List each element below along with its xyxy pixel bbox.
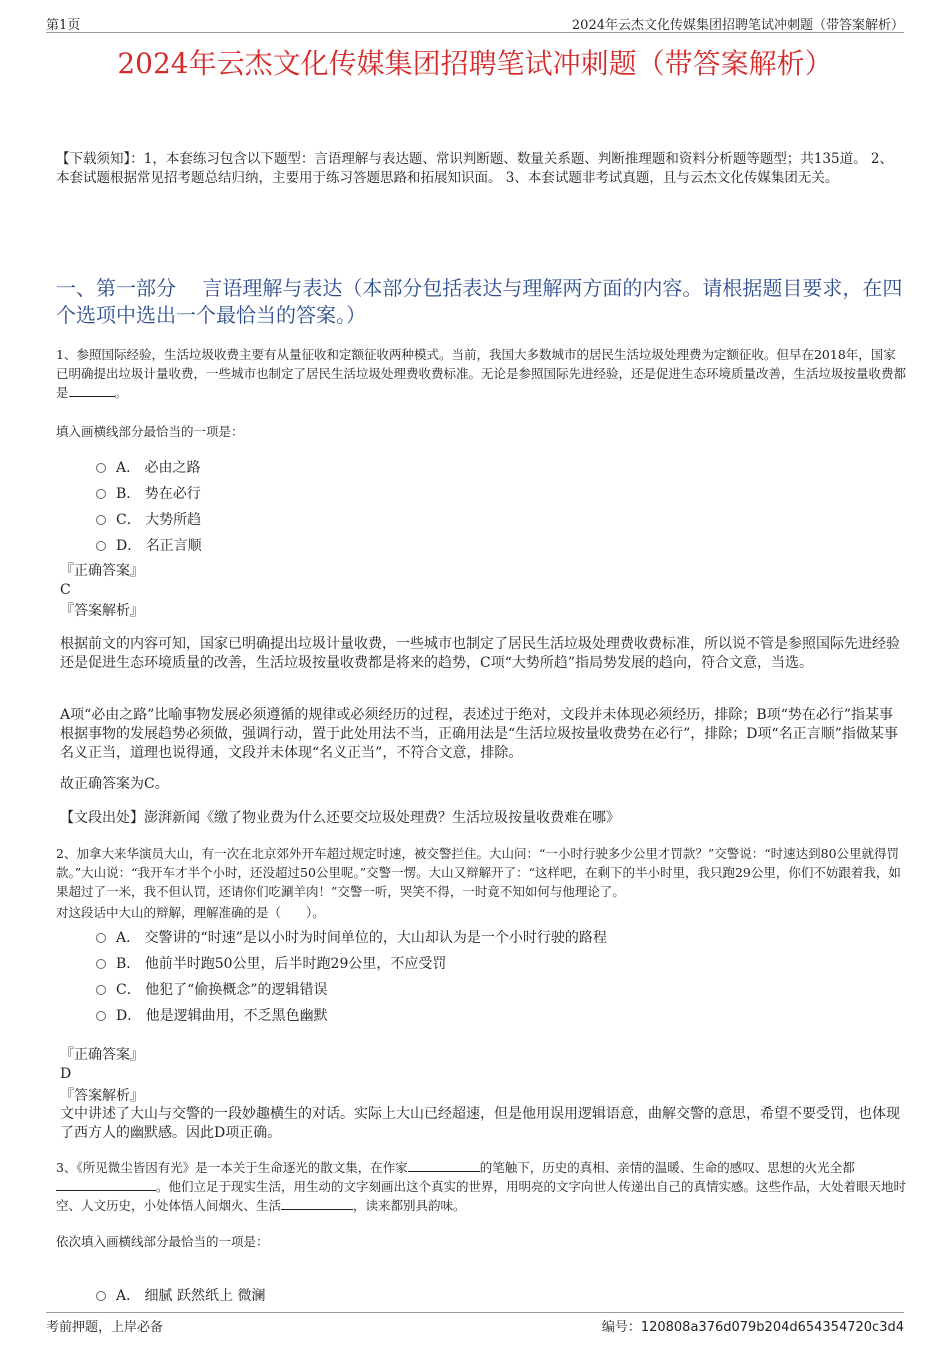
q1-analysis-2: A项“必由之路”比喻事物发展必须遵循的规律或必须经历的过程，表述过于绝对，文段并未体现必须经历，排除；B项“势在必行”指某事根据事物的发展趋势必须做，强调行动，置于此处用法不当，正确用法是“生活垃圾按量收费势在必行”，排除；D项“名正言顺”指做某事名义正当，道理也说得通，文段并未体现“名义正当”，不符合文意，排除。 [60,707,898,761]
q2-option-c[interactable]: C． 他犯了“偷换概念”的逻辑错误 [96,979,327,999]
q3-blank-2 [56,1178,156,1191]
radio-icon[interactable] [96,985,106,995]
q1-analysis-3: 故正确答案为C。 [60,776,169,792]
page-footer [46,1312,904,1335]
page-header [46,12,904,33]
q2-option-b[interactable]: B． 他前半时跑50公里，后半时跑29公里，不应受罚 [96,953,446,973]
header-doc-title: 2024年云杰文化传媒集团招聘笔试冲刺题（带答案解析） [571,18,904,33]
footer-slogan: 考前押题，上岸必备 [46,1320,164,1335]
radio-icon[interactable] [96,541,106,551]
q1-option-b[interactable]: B． 势在必行 [96,483,201,503]
radio-icon[interactable] [96,1011,106,1021]
q2-option-a[interactable]: A． 交警讲的“时速”是以小时为时间单位的，大山却认为是一个小时行驶的路程 [96,927,607,947]
radio-icon[interactable] [96,959,106,969]
q1-blank [69,384,115,397]
section-heading: 一、第一部分 言语理解与表达（本部分包括表达与理解两方面的内容。请根据题目要求，在四个选项中选出一个最恰当的答案。） [56,276,903,327]
q3-blank-1 [408,1159,480,1172]
radio-icon[interactable] [96,463,106,473]
q1-answer-label: 『正确答案』 [60,563,144,579]
radio-icon[interactable] [96,515,106,525]
q3-blank-3 [281,1197,353,1210]
q1-answer: C [60,582,71,598]
radio-icon[interactable] [96,1291,106,1301]
q1-option-d[interactable]: D． 名正言顺 [96,535,202,555]
q3-prompt: 依次填入画横线部分最恰当的一项是： [56,1234,269,1249]
q2-option-d[interactable]: D． 他是逻辑曲用，不乏黑色幽默 [96,1005,328,1025]
q1-prompt: 填入画横线部分最恰当的一项是： [56,424,244,439]
q3-option-a[interactable]: A． 细腻 跃然纸上 微澜 [96,1285,265,1305]
q2-analysis-label: 『答案解析』 [60,1088,144,1104]
q2-answer: D [60,1066,72,1082]
q1-source: 【文段出处】澎湃新闻《缴了物业费为什么还要交垃圾处理费？生活垃圾按量收费难在哪》 [60,810,620,826]
q1-analysis-label: 『答案解析』 [60,603,144,619]
radio-icon[interactable] [96,489,106,499]
q1-option-c[interactable]: C． 大势所趋 [96,509,201,529]
q1-option-a[interactable]: A． 必由之路 [96,457,201,477]
q2-prompt: 对这段话中大山的辩解，理解准确的是（ ）。 [56,905,325,920]
q3-stem: 3、《所见微尘皆因有光》是一本关于生命逐光的散文集，在作家 的笔触下，历史的真相、亲情的温暖、生命的感叹、思想的火光全都。他们立足于现实生活，用生动的文字刻画出这个真实的世界，用明亮的文字向世人传递出自己的真情实感。这些作品，大处着眼天地时空、人文历史，小处体悟人间烟火、生活 ，读来都别具韵味。 [56,1160,907,1213]
page-number: 第1页 [46,18,81,33]
footer-code: 编号：120808a376d079b204d654354720c3d4 [601,1320,904,1335]
q2-analysis: 文中讲述了大山与交警的一段妙趣横生的对话。实际上大山已经超速，但是他用误用逻辑语意，曲解交警的意思，希望不要受罚，也体现了西方人的幽默感。因此D项正确。 [60,1106,900,1141]
radio-icon[interactable] [96,933,106,943]
download-notice: 【下载须知】：1，本套练习包含以下题型：言语理解与表达题、常识判断题、数量关系题、判断推理题和资料分析题等题型；共135道。 2、本套试题根据常见招考题总结归纳，主要用于练习答题思路和拓展知识面。 3、本套试题非考试真题，且与云杰文化传媒集团无关。 [56,151,893,186]
q2-stem: 2、加拿大来华演员大山，有一次在北京郊外开车超过规定时速，被交警拦住。大山问：“一小时行驶多少公里才罚款？”交警说：“时速达到80公里就得罚款。”大山说：“我开车才半个小时，还没超过50公里呢。”交警一愣。大山又辩解开了：“这样吧，在剩下的半小时里，我只跑29公里，你们不妨跟着我，如果超过了一米，我不但认罚，还请你们吃涮羊肉！”交警一听，哭笑不得，一时竟不知如何与他理论了。 [56,846,901,899]
q1-analysis-1: 根据前文的内容可知，国家已明确提出垃圾计量收费，一些城市也制定了居民生活垃圾处理费收费标准，所以说不管是参照国际先进经验还是促进生态环境质量的改善，生活垃圾按量收费都是将来的趋势，C项“大势所趋”指局势发展的趋向，符合文意，当选。 [60,636,900,671]
page-title: 2024年云杰文化传媒集团招聘笔试冲刺题（带答案解析） [117,47,833,80]
q2-answer-label: 『正确答案』 [60,1047,144,1063]
q1-stem: 1、参照国际经验，生活垃圾收费主要有从量征收和定额征收两种模式。当前，我国大多数城市的居民生活垃圾处理费为定额征收。但早在2018年，国家已明确提出垃圾计量收费，一些城市也制定了居民生活垃圾处理费收费标准。无论是参照国际先进经验，还是促进生态环境质量改善，生活垃圾按量收费都是 。 [56,347,907,400]
